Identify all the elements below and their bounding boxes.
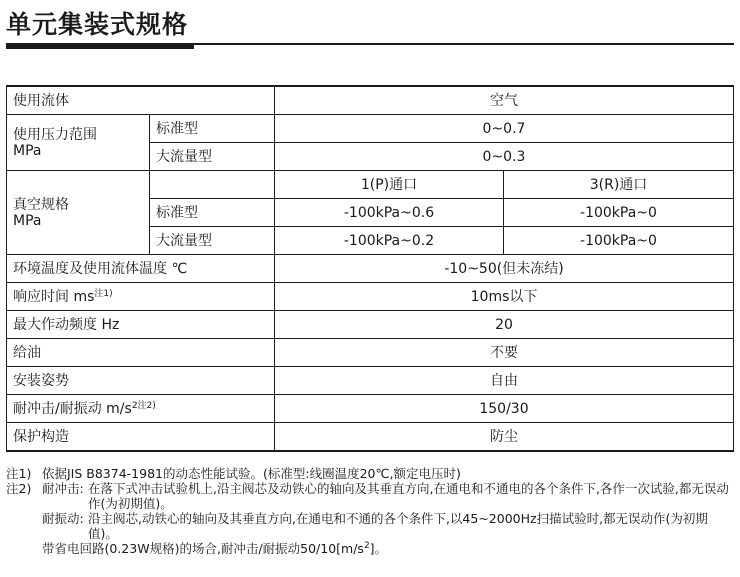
row-value: -100kPa~0.2 <box>275 227 504 255</box>
footnote-prefix: 注1) <box>6 466 32 481</box>
footnote-2-shock <box>6 481 736 511</box>
row-value: 150/30 <box>275 395 734 423</box>
row-label: 给油 <box>7 339 275 367</box>
footnote-marker: 注1) <box>94 288 113 299</box>
row-value: 10ms以下 <box>275 283 734 311</box>
footnote-2-vibration <box>6 511 736 541</box>
table-row <box>7 283 734 311</box>
row-value: -100kPa~0 <box>504 199 734 227</box>
row-label <box>7 283 275 311</box>
table-row <box>7 255 734 283</box>
footnote-key: 耐振动: <box>42 511 84 526</box>
row-value: 防尘 <box>275 423 734 452</box>
table-row <box>7 339 734 367</box>
table-row <box>7 311 734 339</box>
pressure-label: 使用压力范围 <box>13 126 97 143</box>
row-label: 环境温度及使用流体温度 ℃ <box>7 255 275 283</box>
row-label: 保护构造 <box>7 423 275 452</box>
table-row <box>7 115 734 143</box>
column-header: 3(R)通口 <box>504 171 734 199</box>
vacuum-unit: MPa <box>13 212 42 229</box>
footnotes <box>6 466 736 556</box>
footnote-text: 沿主阀芯,动铁心的轴向及其垂直方向,在通电和不通的各个条件下,以45~2000Hz扫描试验时,都无误动作(为初期值)。 <box>88 511 708 541</box>
row-label: 安装姿势 <box>7 367 275 395</box>
pressure-unit: MPa <box>13 142 42 159</box>
sub-label: 大流量型 <box>150 227 275 255</box>
row-value: 不要 <box>275 339 734 367</box>
row-value: -100kPa~0.6 <box>275 199 504 227</box>
empty-cell <box>150 171 275 199</box>
footnote-text: 带省电回路(0.23W规格)的场合,耐冲击/耐振动50/10[m/s <box>42 541 364 556</box>
row-value: 空气 <box>275 86 734 115</box>
table-row <box>7 171 734 199</box>
table-row <box>7 423 734 452</box>
table-row <box>7 86 734 115</box>
footnote-key: 耐冲击: <box>42 481 84 496</box>
table-row <box>7 395 734 423</box>
row-label <box>7 171 150 255</box>
response-label: 响应时间 ms <box>13 288 95 305</box>
footnote-text: 依据JIS B8374-1981的动态性能试验。(标准型:线圈温度20℃,额定电压时) <box>42 466 461 481</box>
footnote-text-end: ]。 <box>369 541 388 556</box>
row-label: 最大作动频度 Hz <box>7 311 275 339</box>
sub-label: 标准型 <box>150 115 275 143</box>
title-underline-thick <box>6 44 194 49</box>
footnote-1 <box>6 466 736 481</box>
table-row <box>7 367 734 395</box>
footnote-superscript: 2 <box>363 541 370 551</box>
spec-table <box>6 85 734 452</box>
footnote-2-power-saving <box>6 541 736 556</box>
sub-label: 大流量型 <box>150 143 275 171</box>
row-label <box>7 115 150 171</box>
row-value: 20 <box>275 311 734 339</box>
footnote-text: 在落下式冲击试验机上,沿主阀芯及动铁心的轴向及其垂直方向,在通电和不通电的各个条件下,各作一次试验,都无误动作(为初期值)。 <box>88 481 729 511</box>
row-value: -10~50(但未冻结) <box>275 255 734 283</box>
row-label <box>7 395 275 423</box>
page-title: 单元集装式规格 <box>6 10 189 39</box>
footnote-prefix: 注2) <box>6 481 32 496</box>
shock-label: 耐冲击/耐振动 m/s <box>13 400 132 417</box>
row-value: 自由 <box>275 367 734 395</box>
row-label: 使用流体 <box>7 86 275 115</box>
footnote-marker: 2注2) <box>131 400 156 411</box>
sub-label: 标准型 <box>150 199 275 227</box>
vacuum-label: 真空规格 <box>13 196 69 213</box>
row-value: 0~0.7 <box>275 115 734 143</box>
row-value: 0~0.3 <box>275 143 734 171</box>
row-value: -100kPa~0 <box>504 227 734 255</box>
column-header: 1(P)通口 <box>275 171 504 199</box>
